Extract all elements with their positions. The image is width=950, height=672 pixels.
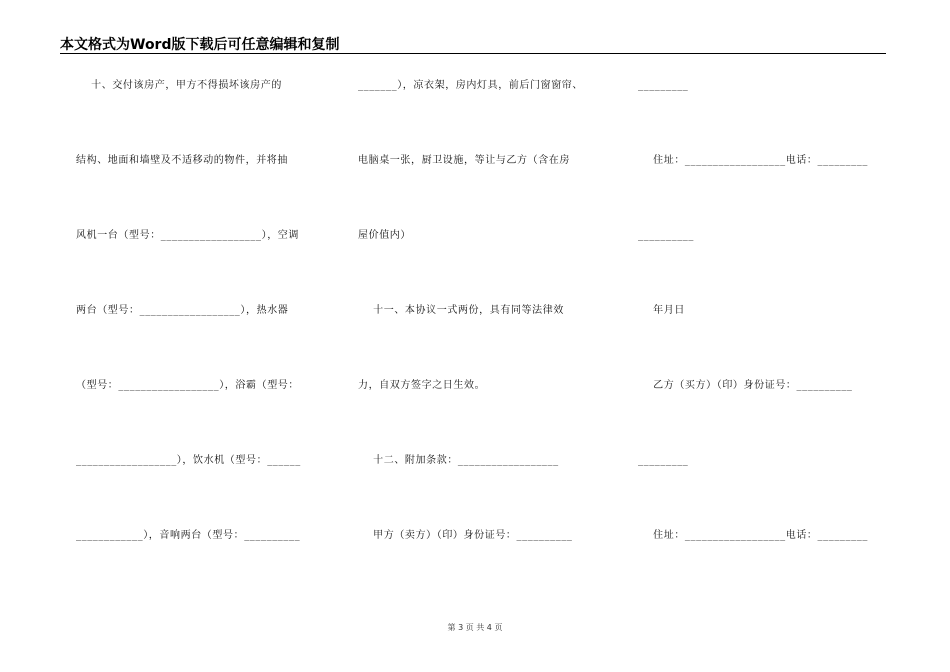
middle-column-line-7: 甲方（卖方）（印）身份证号：__________ xyxy=(358,530,573,541)
page-number-footer: 第 3 页 共 4 页 xyxy=(447,623,503,632)
middle-column-line-4: 十一、本协议一式两份，具有同等法律效 xyxy=(358,305,564,316)
left-column-line-2: 结构、地面和墙壁及不适移动的物件，并将抽 xyxy=(76,155,288,166)
left-column-line-1: 十、交付该房产，甲方不得损坏该房产的 xyxy=(76,80,282,91)
right-column-line-6: _________ xyxy=(638,455,689,466)
middle-column-line-3: 屋价值内） xyxy=(358,230,411,241)
right-column-line-7: 住址：__________________电话：_________ xyxy=(638,530,868,541)
left-column-line-3: 风机一台（型号：__________________），空调 xyxy=(76,230,299,241)
left-column-line-7: ____________），音响两台（型号：__________ xyxy=(76,530,301,541)
document-header-title: 本文格式为Word版下载后可任意编辑和复制 xyxy=(60,37,340,53)
middle-column-line-5: 力，自双方签字之日生效。 xyxy=(358,380,486,391)
right-column-line-4: 年月日 xyxy=(638,305,685,316)
left-column-line-5: （型号：__________________），浴霸（型号： xyxy=(76,380,299,391)
middle-column-line-1: _______），凉衣架，房内灯具，前后门窗窗帘、 xyxy=(358,80,583,91)
right-column-line-3: __________ xyxy=(638,230,694,241)
right-column-line-2: 住址：__________________电话：_________ xyxy=(638,155,868,166)
middle-column-line-6: 十二、附加条款：__________________ xyxy=(358,455,559,466)
header-divider xyxy=(60,53,886,54)
right-column-line-5: 乙方（买方）（印）身份证号：__________ xyxy=(638,380,853,391)
right-column-line-1: _________ xyxy=(638,80,689,91)
left-column-line-6: __________________），饮水机（型号：______ xyxy=(76,455,301,466)
middle-column-line-2: 电脑桌一张，厨卫设施，等让与乙方（含在房 xyxy=(358,155,570,166)
left-column-line-4: 两台（型号：__________________），热水器 xyxy=(76,305,289,316)
